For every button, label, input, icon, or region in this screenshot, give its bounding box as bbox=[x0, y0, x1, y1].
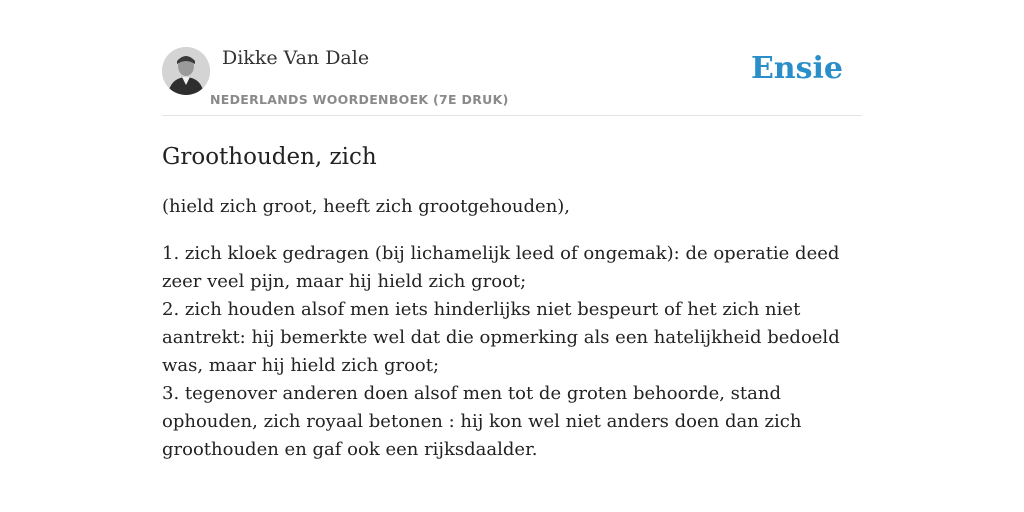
definition-list bbox=[162, 240, 862, 464]
brand-logo[interactable]: Ensie bbox=[750, 51, 843, 86]
author-portrait-icon bbox=[162, 47, 210, 95]
definition-item: 1. zich kloek gedragen (bij lichamelijk leed of ongemak): de operatie deed zeer veel pijn, maar hij hield zich groot; bbox=[162, 243, 840, 292]
grammar-forms: (hield zich groot, heeft zich grootgehouden), bbox=[162, 196, 571, 217]
entry-card bbox=[162, 0, 862, 464]
entry-header bbox=[162, 0, 862, 116]
definition-item: 2. zich houden alsof men iets hinderlijks niet bespeurt of het zich niet aantrekt: hij bemerkte wel dat die opmerking als een hatelijkheid bedoeld was, maar hij hield zich groot; bbox=[162, 299, 840, 376]
author-avatar[interactable] bbox=[162, 47, 210, 95]
author-name[interactable]: Dikke Van Dale bbox=[222, 47, 370, 69]
definition-item: 3. tegenover anderen doen alsof men tot de groten behoorde, stand ophouden, zich royaal betonen : hij kon wel niet anders doen dan zich groothouden en gaf ook een rijksdaalder. bbox=[162, 383, 802, 460]
source-label[interactable]: NEDERLANDS WOORDENBOEK (7E DRUK) bbox=[210, 92, 509, 107]
entry-title: Groothouden, zich bbox=[162, 144, 377, 170]
